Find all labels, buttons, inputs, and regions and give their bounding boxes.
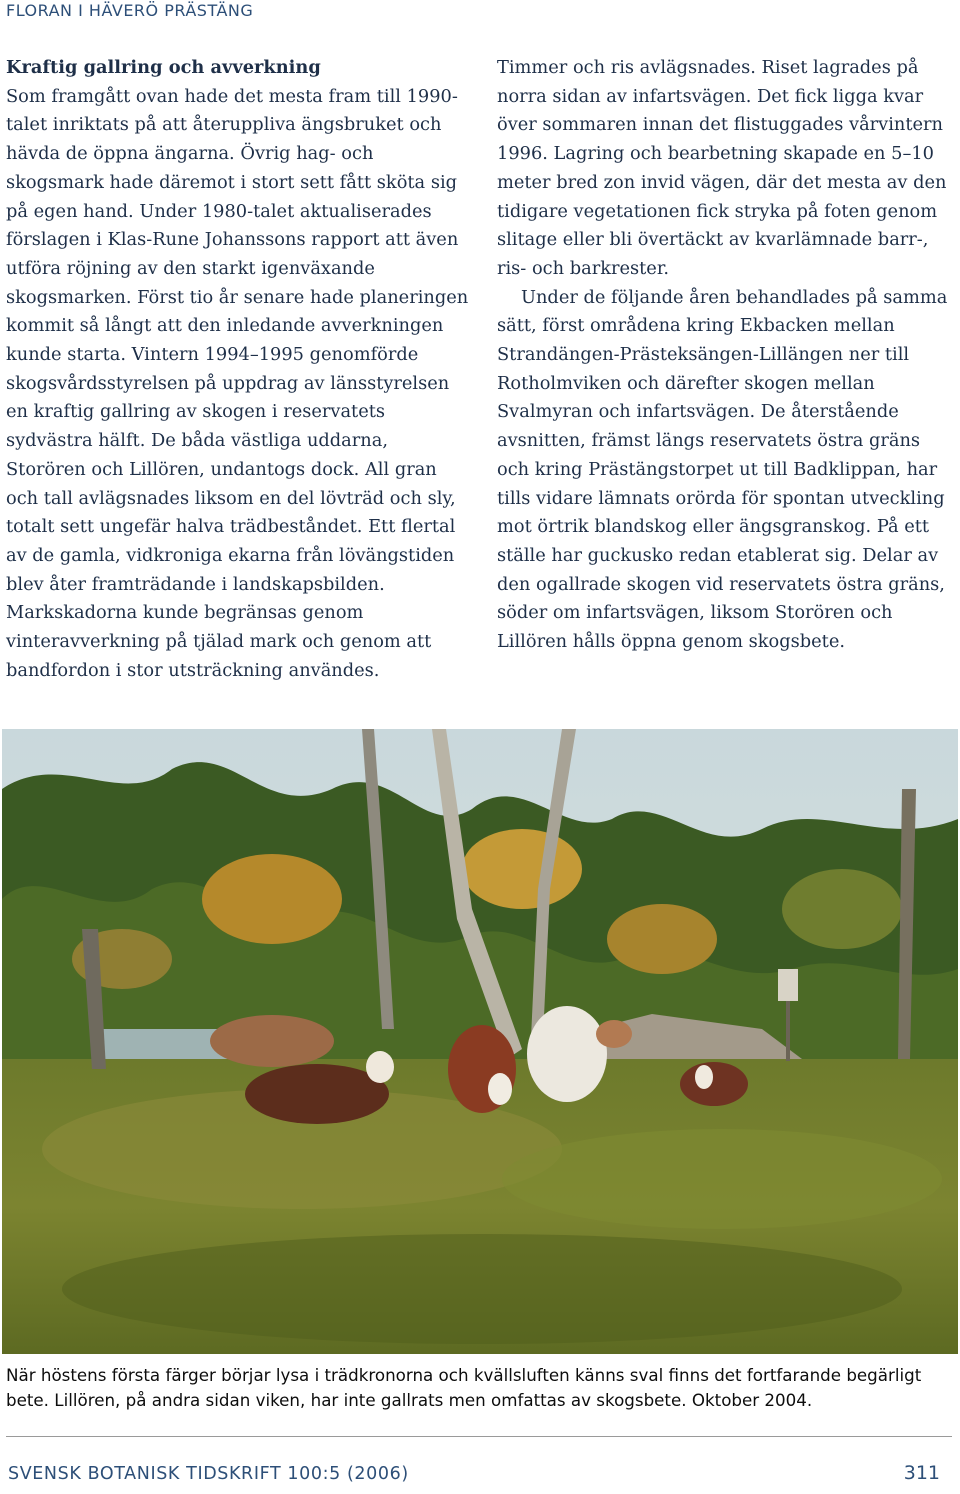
page-number: 311 — [903, 1462, 940, 1484]
section-heading: Kraftig gallring och avverkning — [6, 57, 321, 78]
running-head: FLORAN I HÄVERÖ PRÄSTÄNG — [6, 1, 254, 20]
right-paragraph-1: Timmer och ris avlägsnades. Riset lagrades på norra sidan av infartsvägen. Det fick ligga kvar över sommaren innan det flistuggades vårvintern 1996. Lagring och bearbetning skapade en 5–10 meter bred zon invid vägen, där det mesta av den tidigare vegetationen fick stryka på foten genom slitage eller bli övertäckt av kvarlämnade barr-, ris- och barkrester. — [497, 57, 947, 279]
cattle-pasture-photo — [2, 729, 958, 1354]
right-column — [497, 54, 957, 657]
left-column — [6, 54, 472, 685]
journal-citation: SVENSK BOTANISK TIDSKRIFT 100:5 (2006) — [8, 1464, 409, 1484]
left-body-paragraph: Som framgått ovan hade det mesta fram till 1990-talet inriktats på att återuppliva ängsbruket och hävda de öppna ängarna. Övrig hag- och skogsmark hade däremot i stort sett fått sköta sig på egen hand. Under 1980-talet aktualiserades förslagen i Klas-Rune Johanssons rapport att även utföra röjning av den starkt igenväxande skogsmarken. Först tio år senare hade planeringen kommit så långt att den inledande avverkningen kunde starta. Vintern 1994–1995 genomförde skogsvårdsstyrelsen på uppdrag av länsstyrelsen en kraftig gallring av skogen i reservatets sydvästra hälft. De båda västliga uddarna, Storören och Lillören, undantogs dock. All gran och tall avlägsnades liksom en del lövträd och sly, totalt sett ungefär halva trädbeståndet. Ett flertal av de gamla, vidkroniga ekarna från lövängstiden blev åter framträdande i landskapsbilden. Markskadorna kunde begränsas genom vinteravverkning på tjälad mark och genom att bandfordon i stor utsträckning användes. — [6, 85, 469, 681]
right-paragraph-2: Under de följande åren behandlades på samma sätt, först områdena kring Ekbacken mellan Strandängen-Prästeksängen-Lillängen ner till Rotholmviken och därefter skogen mellan Svalmyran och infartsvägen. De återstående avsnitten, främst längs reservatets östra gräns och kring Prästängstorpet ut till Badklippan, har tills vidare lämnats orörda för spontan utveckling mot örtrik blandskog eller ängsgranskog. På ett ställe har guckusko redan etablerat sig. Delar av den ogallrade skogen vid reservatets östra gräns, söder om infartsvägen, liksom Storören och Lillören hålls öppna genom skogsbete. — [497, 286, 948, 653]
footer-divider — [6, 1436, 952, 1437]
photo-caption: När höstens första färger börjar lysa i trädkronorna och kvällsluften känns sval finns det fortfarande begärligt bete. Lillören, på andra sidan viken, har inte gallrats men omfattas av skogsbete. Oktober 2004. — [6, 1365, 922, 1410]
